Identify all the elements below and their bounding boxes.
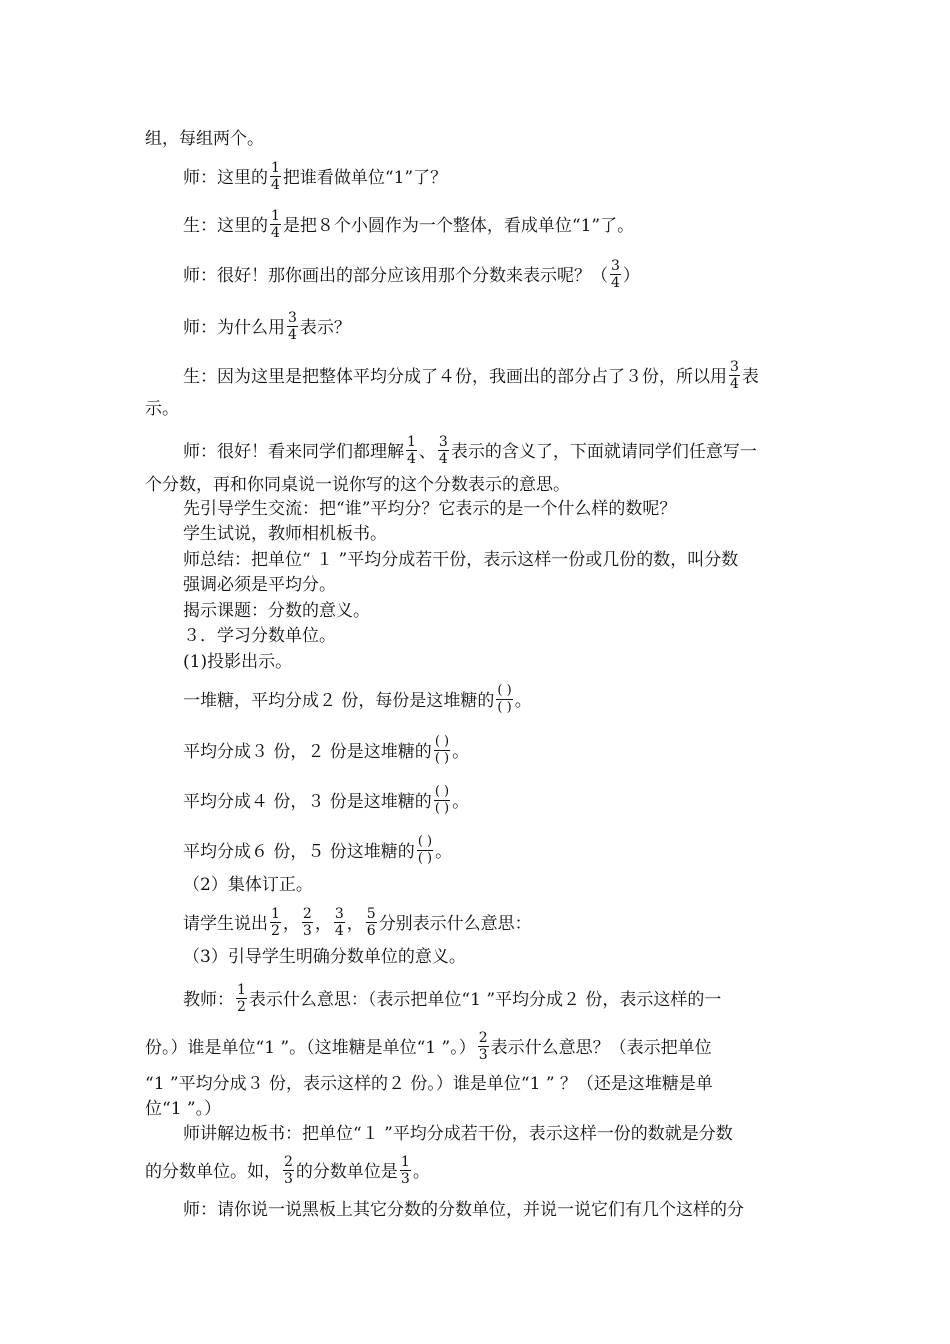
paragraph-line [183,651,292,673]
fraction-3-4: $\frac{3}{4}$ [438,434,448,467]
paragraph-line [183,786,469,819]
paragraph-line [145,398,179,420]
text: 分别表示什么意思： [378,914,532,934]
fraction-1-4: $\frac{1}{4}$ [271,160,280,193]
fraction-blank: $\frac{( )}{( )}$ [434,784,450,816]
fraction-2-3: $\frac{2}{3}$ [284,1154,293,1187]
fraction-3-4: $\frac{3}{4}$ [730,359,739,392]
text: 表示的含义了，下面就请同学们任意写一 [450,442,757,462]
paragraph-line [183,874,313,896]
text: 的分数单位是 [295,1162,398,1182]
text: 表示什么意思：（表示把单位“1 ”平均分成２ 份，表示这样的一 [248,990,722,1010]
text: 师：这里的 [183,168,268,188]
fraction-1-2: $\frac{1}{2}$ [271,906,280,939]
fraction-blank: $\frac{( )}{( )}$ [417,834,433,866]
text: 先引导学生交流：把“谁”平均分？它表示的是一个什么样的数呢？ [183,499,677,519]
paragraph-line [183,260,640,293]
text: 示。 [145,399,179,419]
text: 平均分成３ 份，２ 份是这堆糖的 [183,742,432,762]
fraction-blank: $\frac{( )}{( )}$ [434,734,450,766]
paragraph-line [183,574,336,596]
text: （3）引导学生明确分数单位的意义。 [183,947,466,967]
text: ， [314,914,332,934]
paragraph-line [183,1199,744,1221]
fraction-5-6: $\frac{5}{6}$ [366,906,376,939]
text: 平均分成６ 份，５ 份这堆糖的 [183,842,415,862]
text: ， [282,914,300,934]
text: 的分数单位。如， [145,1162,281,1182]
text: 师总结：把单位“ １ ”平均分成若干份，表示这样一份或几份的数，叫分数 [183,550,739,570]
text: “1 ”平均分成３ 份，表示这样的２ 份。）谁是单位“1 ” ？（还是这堆糖是单 [145,1074,713,1094]
paragraph-line [183,523,387,545]
text: 组，每组两个。 [145,129,264,149]
fraction-2-3: $\frac{2}{3}$ [302,906,312,939]
text: 学生试说，教师相机板书。 [183,524,387,544]
paragraph-line [145,1032,712,1065]
fraction-1-2: $\frac{1}{2}$ [237,982,246,1015]
text: 强调必须是平均分。 [183,575,336,595]
text: （2）集体订正。 [183,875,313,895]
text: 生：这里的 [183,216,268,236]
paragraph-line [183,836,452,869]
paragraph-line [145,1073,713,1095]
text: 表 [741,367,759,387]
text: 师讲解边板书：把单位“１ ”平均分成若干份，表示这样一份的数就是分数 [183,1124,733,1144]
text: 揭示课题：分数的意义。 [183,601,370,621]
text: 师：为什么用 [183,318,285,338]
paragraph-line [183,210,634,243]
fraction-1-3: $\frac{1}{3}$ [400,1154,410,1187]
text: 请学生说出 [183,914,268,934]
paragraph-line [183,436,757,469]
text: 表示？ [299,318,351,338]
paragraph-line [145,1098,221,1120]
paragraph-line [183,361,759,394]
fraction-3-4: $\frac{3}{4}$ [334,906,344,939]
fraction-blank: $\frac{( )}{( )}$ [497,683,512,715]
text: 位“1 ”。） [145,1099,222,1119]
paragraph-line [183,549,738,571]
paragraph-line [183,600,370,622]
text: 平均分成４ 份，３ 份是这堆糖的 [183,792,432,812]
text: (1)投影出示。 [183,652,293,672]
text: 个分数，再和你同桌说一说你写的这个分数表示的意思。 [145,475,570,495]
text: 、 [418,442,436,462]
text: 是把８个小圆作为一个整体，看成单位“1”了。 [282,216,635,236]
fraction-3-4: $\frac{3}{4}$ [288,310,297,343]
paragraph-line [145,474,570,496]
text: 。 [514,691,532,711]
text: 。 [412,1162,430,1182]
paragraph-line [183,685,532,718]
text: 表示什么意思？（表示把单位 [490,1038,712,1058]
text: ３．学习分数单位。 [183,626,336,646]
text: 生：因为这里是把整体平均分成了４份，我画出的部分占了３份，所以用 [183,367,727,387]
paragraph-line [183,984,721,1017]
text: 份。）谁是单位“1 ”。（这堆糖是单位“1 ”。） [145,1038,476,1058]
paragraph-line [145,128,264,150]
text: 师：很好！那你画出的部分应该用那个分数来表示呢？（ [183,266,608,286]
text: 师：很好！看来同学们都理解 [183,442,404,462]
paragraph-line [183,1123,733,1145]
paragraph-line [183,946,466,968]
text: ） [622,266,640,286]
fraction-3-4: $\frac{3}{4}$ [611,258,620,291]
paragraph-line [183,908,532,941]
fraction-1-4: $\frac{1}{4}$ [271,208,280,241]
fraction-1-4: $\frac{1}{4}$ [407,434,416,467]
paragraph-line [183,625,336,647]
text: 。 [452,742,470,762]
paragraph-line [183,736,469,769]
paragraph-line [183,162,447,195]
text: 。 [452,792,470,812]
text: 教师： [183,990,234,1010]
text: 。 [435,842,453,862]
text: 师：请你说一说黑板上其它分数的分数单位，并说一说它们有几个这样的分 [183,1200,744,1220]
paragraph-line [183,498,676,520]
text: 一堆糖，平均分成２ 份，每份是这堆糖的 [183,691,495,711]
fraction-2-3: $\frac{2}{3}$ [478,1030,488,1063]
paragraph-line [145,1156,430,1189]
text: ， [346,914,364,934]
text: 把谁看做单位“1”了？ [282,168,448,188]
paragraph-line [183,312,351,345]
